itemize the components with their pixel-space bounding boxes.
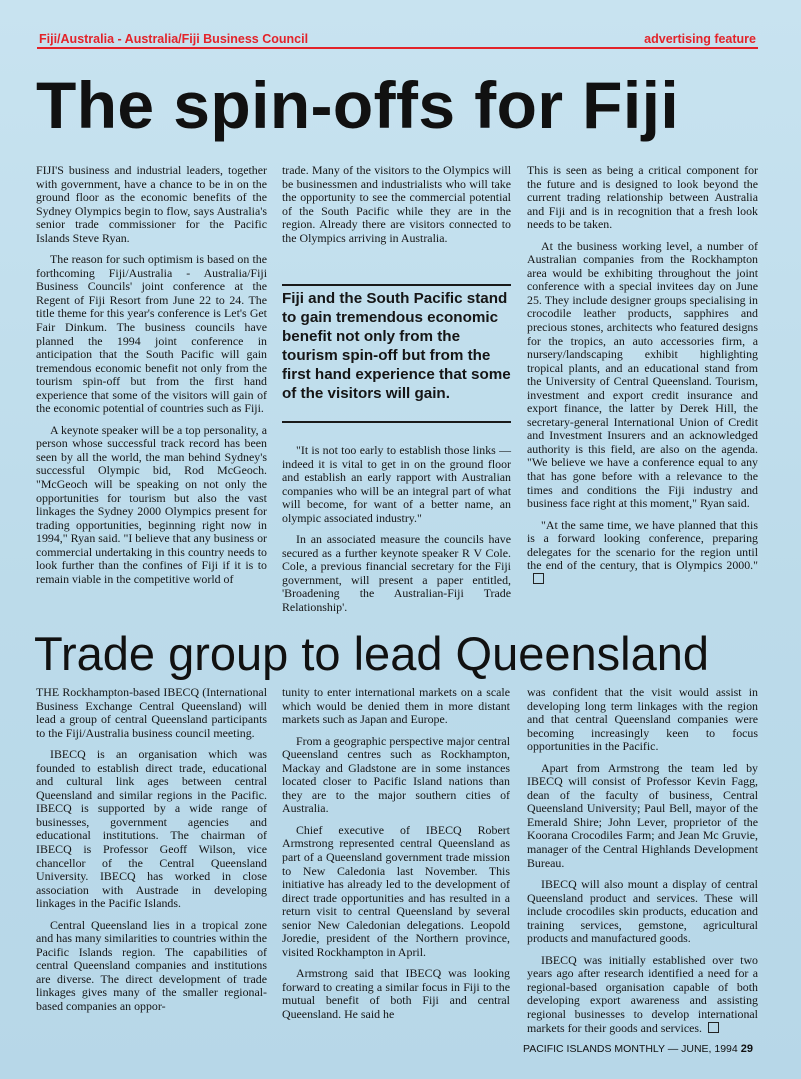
pullquote: Fiji and the South Pacific stand to gain tremendous economic benefit not only from the tourism spin-off but from the first hand experience that some of the visitors will gain. xyxy=(282,290,511,403)
article2-headline: Trade group to lead Queensland xyxy=(34,627,710,680)
paragraph: was confident that the visit would assist in developing long term linkages with the region and that central Queensland companies were becoming increasingly keen to focus opportunities in the Pacific. xyxy=(527,685,758,754)
section-title: Fiji/Australia - Australia/Fiji Business Council xyxy=(39,32,309,46)
article1-column-3 xyxy=(527,164,758,586)
paragraph: FIJI'S business and industrial leaders, together with government, have a chance to be in on the ground floor as the economic benefits of the Sydney Olympics begin to flow, says Australia's senior trade commissioner for the Pacific Islands Steve Ryan. xyxy=(36,163,267,245)
paragraph: "It is not too early to establish those links — indeed it is vital to get in on the ground floor and establish an early rapport with Australian companies who will be an integral part of what will become, for want of a better name, an olympic associated industry." xyxy=(282,443,511,525)
paragraph: Armstrong said that IBECQ was looking forward to creating a similar focus in Fiji to the mutual benefit of both Fiji and central Queensland. He said he xyxy=(282,966,510,1022)
pullquote-rule-bottom xyxy=(282,421,511,423)
paragraph: A keynote speaker will be a top personality, a person whose successful track record has been seen by all the world, the man behind Sydney's successful Olympic bid, Rod McGeoch. "McGeoch will be speaking on not only the opportunities for tourism but also the vast linkages the Sydney 2000 Olympics present for trading opportunities, beginning right now in 1994," Ryan said. "I believe that any business or commercial undertaking in this country needs to look further than the confines of Fiji if it is to remain viable in the competitive world of xyxy=(36,422,267,586)
article1-column-2-top xyxy=(282,164,511,245)
article2-column-1 xyxy=(36,686,267,1014)
pullquote-rule-top xyxy=(282,284,511,286)
paragraph: This is seen as being a critical component for the future and is designed to look beyond the current trading relationship between Australia and Fiji and is in recognition that a fresh look needs to be taken. xyxy=(527,163,758,232)
paragraph: Apart from Armstrong the team led by IBECQ will consist of Professor Kevin Fagg, dean of the faculty of business, Central Queensland University; Paul Bell, mayor of the Emerald Shire; John Lever, proprietor of the Koorana Crocodiles Farm; and Jean Mc Gruvie, manager of the Central Highlands Development Bureau. xyxy=(527,760,758,870)
article2-column-3 xyxy=(527,686,758,1035)
paragraph: Central Queensland lies in a tropical zone and has many similarities to countries within the Pacific Islands region. The capabilities of central Queensland companies and institutions are diverse. The direct development of trade linkages gives many of the smaller regional-based companies an oppor- xyxy=(36,917,267,1014)
paragraph: At the business working level, a number of Australian companies from the Rockhampton area would be exhibiting throughout the joint conference with a special invitees day on June 25. They include designer groups specialising in crocodile leather products, sapphires and precious stones, architects who featured designs for the tropics, an auto accessories firm, a nursery/landscaping exhibit highlighting tropical plants, and an educational stand from the University of Central Queensland. Tourism, investment and export credit insurance and export finance, the latter by Derek Hill, the secretary-general International Union of Credit and Investment Insurers and an acknowledged authority is this field, are also on the agenda. "We believe we have a conference equal to any that has gone before with a relevance to the times and conditions the Fiji industry and business face right at this moment," Ryan said. xyxy=(527,238,758,511)
paragraph-text: "At the same time, we have planned that this is a forward looking conference, preparing delegates for the scenario for the region until the end of the century, that is Olympics 2000." xyxy=(527,517,758,573)
header-rule xyxy=(37,47,758,49)
paragraph: tunity to enter international markets on a scale which would be denied them in more distant markets such as Japan and Europe. xyxy=(282,685,510,727)
article2-column-2 xyxy=(282,686,510,1022)
advertising-feature-tag: advertising feature xyxy=(644,32,756,46)
paragraph-text: IBECQ was initially established over two years ago after research identified a need for a regional-based organisation capable of both developing export awareness and assisting regional businesses to develop international markets for their goods and services. xyxy=(527,952,758,1035)
page-number: 29 xyxy=(740,1043,753,1055)
paragraph: THE Rockhampton-based IBECQ (International Business Exchange Central Queensland) will lead a group of central Queensland participants to the Fiji/Australia business council meeting. xyxy=(36,685,267,740)
article1-headline: The spin-offs for Fiji xyxy=(36,68,680,142)
publication-line: PACIFIC ISLANDS MONTHLY — JUNE, 1994 xyxy=(523,1043,738,1055)
page-header xyxy=(37,32,758,46)
end-of-article-icon xyxy=(708,1022,719,1033)
paragraph: The reason for such optimism is based on the forthcoming Fiji/Australia - Australia/Fiji Business Councils' joint conference at the Regent of Fiji Resort from June 22 to 24. The title theme for this year's conference is Let's Get Fair Dinkum. The business councils have planned the 1994 joint conference in anticipation that the South Pacific will gain tremendous economic benefit not only from the tourism spin-off but from the first hand experience that some of the visitors will gain of the economic potential of countries such as Fiji. xyxy=(36,252,267,416)
paragraph: From a geographic perspective major central Queensland centres such as Rockhampton, Mackay and Gladstone are in some instances located closer to Pacific Island nations than they are to the major southern cities of Australia. xyxy=(282,733,510,816)
paragraph: IBECQ is an organisation which was founded to establish direct trade, educational and cultural link ages between central Queensland and similar regions in the Pacific. IBECQ is supported by a wide range of businesses, government agencies and educational institutions. The chairman of IBECQ is Professor Geoff Wilson, vice chancellor of the Central Queensland University. IBECQ has worked in close association with Austrade in developing linkages in the Pacific Islands. xyxy=(36,747,267,911)
paragraph: Chief executive of IBECQ Robert Armstrong represented central Queensland as part of a Queensland government trade mission to New Caledonia last November. This initiative has already led to the development of direct trade opportunities and has resulted in a return visit to central Queensland by several senior New Caledonian delegations. Leopold Joredie, president of the Northern province, visited Rockhampton in April. xyxy=(282,822,510,959)
article1-column-1 xyxy=(36,164,267,586)
paragraph: trade. Many of the visitors to the Olympics will be businessmen and industrialists who will take the opportunity to see the commercial potential of the South Pacific while they are in the region. Already there are visitors connected to the Olympics arriving in Australia. xyxy=(282,163,511,245)
article1-column-2-bottom xyxy=(282,444,511,615)
paragraph: IBECQ will also mount a display of central Queensland product and services. These will include crocodiles skin products, education and training services, gemstone, agricultural products and manufactured goods. xyxy=(527,877,758,946)
paragraph: In an associated measure the councils have secured as a further keynote speaker R V Cole. Cole, a previous financial secretary for the Fiji government, will present a paper entitled, 'Broadening the Australian-Fiji Trade Relationship'. xyxy=(282,532,511,615)
page-footer xyxy=(523,1043,753,1055)
paragraph xyxy=(527,954,758,1035)
paragraph xyxy=(527,519,758,587)
end-of-article-icon xyxy=(533,573,544,584)
